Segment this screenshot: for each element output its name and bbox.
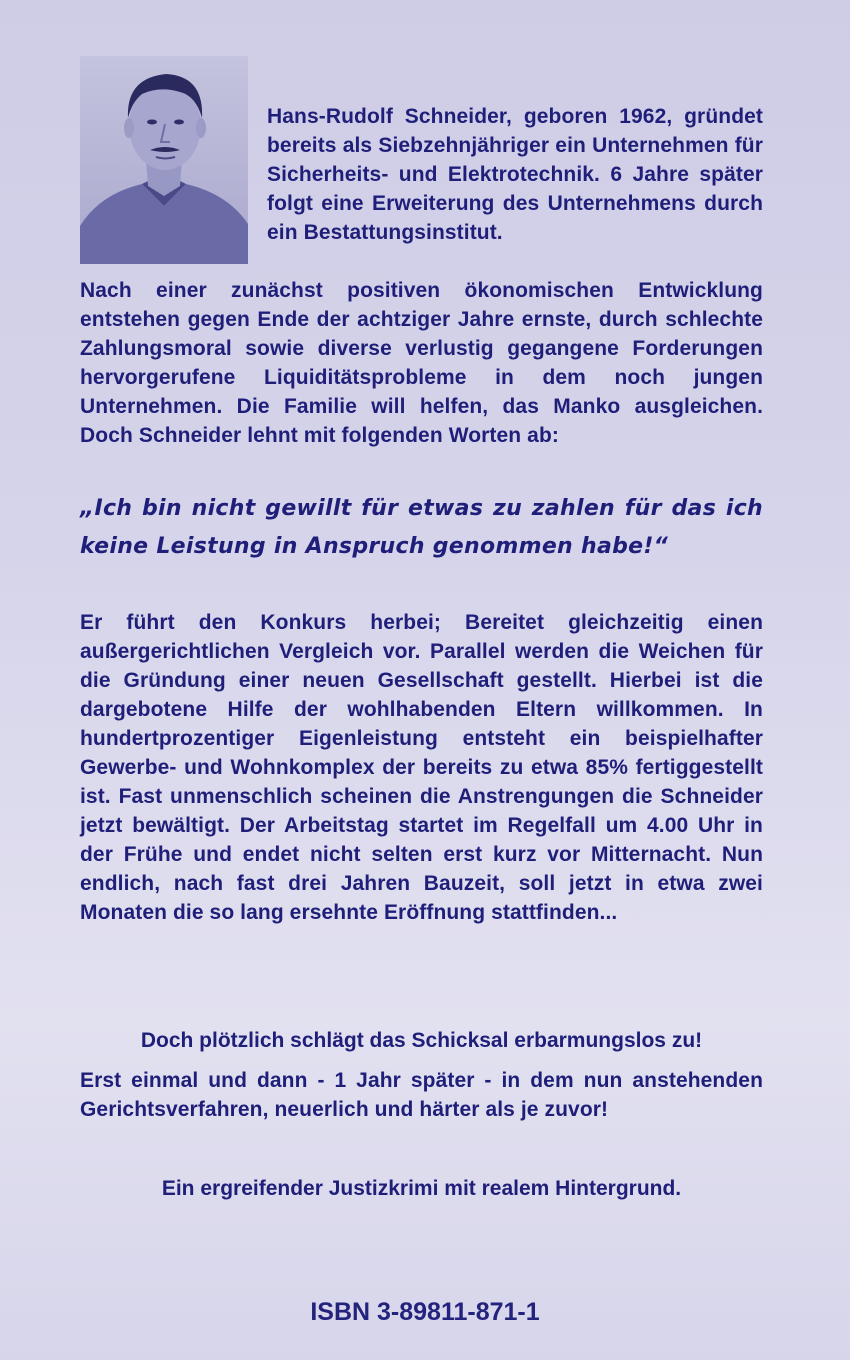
story-paragraph-3: Erst einmal und dann - 1 Jahr später - in dem nun anstehenden Gerichtsverfahren, neuerlich und härter als je zuvor! xyxy=(80,1069,763,1121)
author-bio: Hans-Rudolf Schneider, geboren 1962, gründet bereits als Siebzehnjähriger ein Unternehmen für Sicherheits- und Elektrotechnik. 6 Jahre später folgt eine Erweiterung des Unternehmens durch ein Bestattungsinstitut. xyxy=(267,105,763,244)
author-photo xyxy=(80,56,248,264)
isbn-number: ISBN 3-89811-871-1 xyxy=(310,1298,540,1326)
author-portrait-image xyxy=(80,56,248,264)
closing-tagline: Ein ergreifender Justizkrimi mit realem Hintergrund. xyxy=(161,1177,682,1200)
author-quote: „Ich bin nicht gewillt für etwas zu zahlen für das ich keine Leistung in Anspruch genommen habe!“ xyxy=(80,496,763,559)
story-paragraph-2: Er führt den Konkurs herbei; Bereitet gleichzeitig einen außergerichtlichen Vergleich vor. Parallel werden die Weichen für die Gründung einer neuen Gesellschaft gestellt. Hierbei ist die dargebotene Hilfe der wohlhabenden Eltern willkommen. In hundertprozentiger Eigenleistung entsteht ein beispielhafter Gewerbe- und Wohnkomplex der bereits zu etwa 85% fertiggestellt ist. Fast unmenschlich scheinen die Anstrengungen die Schneider jetzt bewältigt. Der Arbeitstag startet im Regelfall um 4.00 Uhr in der Frühe und endet nicht selten erst kurz vor Mitternacht. Nun endlich, nach fast drei Jahren Bauzeit, soll jetzt in etwa zwei Monaten die so lang ersehnte Eröffnung stattfinden... xyxy=(80,611,763,924)
twist-line: Doch plötzlich schlägt das Schicksal erbarmungslos zu! xyxy=(140,1029,703,1052)
story-paragraph-1: Nach einer zunächst positiven ökonomischen Entwicklung entstehen gegen Ende der achtziger Jahre ernste, durch schlechte Zahlungsmoral sowie diverse verlustig gegangene Forderungen hervorgerufene Liquiditätsprobleme in dem noch jungen Unternehmen. Die Familie will helfen, das Manko ausgleichen. Doch Schneider lehnt mit folgenden Worten ab: xyxy=(80,279,763,447)
